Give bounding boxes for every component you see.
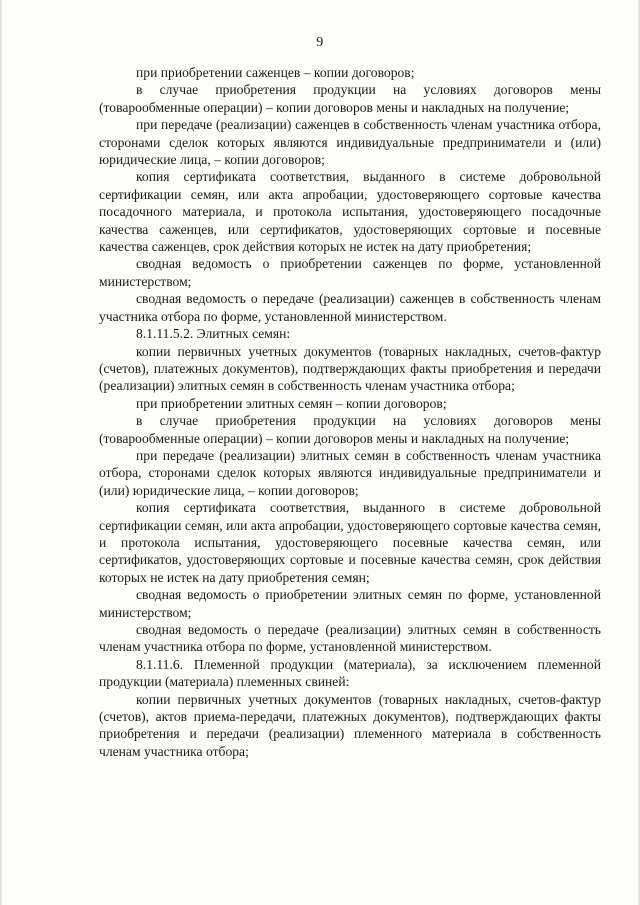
paragraph: в случае приобретения продукции на условиях договоров мены (товарообменные операции) – копии договоров мены и накладных на получение; [99, 82, 601, 115]
paragraph: сводная ведомость о передаче (реализации) элитных семян в собственность членам участника отбора по форме, установленной министерством. [99, 622, 601, 655]
paragraph: копия сертификата соответствия, выданного в системе добровольной сертификации семян, или акта апробации, удостоверяющего сортовые качества семян, и протокола испытания, удостоверяющего посевные качества семян, или сертификатов, удостоверяющих сортовые и посевные качества семян, срок действия которых не истек на дату приобретения семян; [99, 500, 601, 585]
paragraph: сводная ведомость о передаче (реализации) саженцев в собственность членам участника отбора по форме, установленной министерством. [99, 291, 601, 324]
paragraph: при приобретении саженцев – копии договоров; [136, 65, 415, 80]
section-heading: 8.1.11.5.2. Элитных семян: [136, 326, 291, 342]
paragraph: копии первичных учетных документов (товарных накладных, счетов-фактур (счетов), платежных документов), подтверждающих факты приобретения и передачи (реализации) элитных семян в собственность членам участника отбора; [99, 343, 601, 394]
section-heading: 8.1.11.6. Племенной продукции (материала), за исключением племенной продукции (материала) племенных свиней: [99, 656, 601, 690]
paragraph: при передаче (реализации) элитных семян в собственность членам участника отбора, сторонами сделок которых являются индивидуальные предприниматели и (или) юридические лица, – копии договоров; [99, 447, 601, 498]
paragraph: копии первичных учетных документов (товарных накладных, счетов-фактур (счетов), актов приема-передачи, платежных документов), подтверждающих факты приобретения и передачи (реализации) племенного материала в собственность членам участника отбора; [99, 691, 601, 759]
paragraph: сводная ведомость о приобретении элитных семян по форме, установленной министерством; [99, 587, 601, 620]
paragraph: при передаче (реализации) саженцев в собственность членам участника отбора, сторонами сделок которых являются индивидуальные предприниматели и (или) юридические лица, – копии договоров; [99, 117, 601, 168]
document-body [99, 64, 601, 760]
paragraph: в случае приобретения продукции на условиях договоров мены (товарообменные операции) – копии договоров мены и накладных на получение; [99, 413, 601, 446]
paragraph: при приобретении элитных семян – копии договоров; [136, 395, 447, 411]
page-number: 9 [316, 35, 324, 50]
paragraph: сводная ведомость о приобретении саженцев по форме, установленной министерством; [99, 256, 601, 289]
paragraph: копия сертификата соответствия, выданного в системе добровольной сертификации семян, или акта апробации, удостоверяющего сортовые качества посадочного материала, и протокола испытания, удостоверяющего посадочные качества саженцев, или сертификатов, удостоверяющих сортовые и посевные качества саженцев, срок действия которых не истек на дату приобретения; [99, 169, 601, 255]
